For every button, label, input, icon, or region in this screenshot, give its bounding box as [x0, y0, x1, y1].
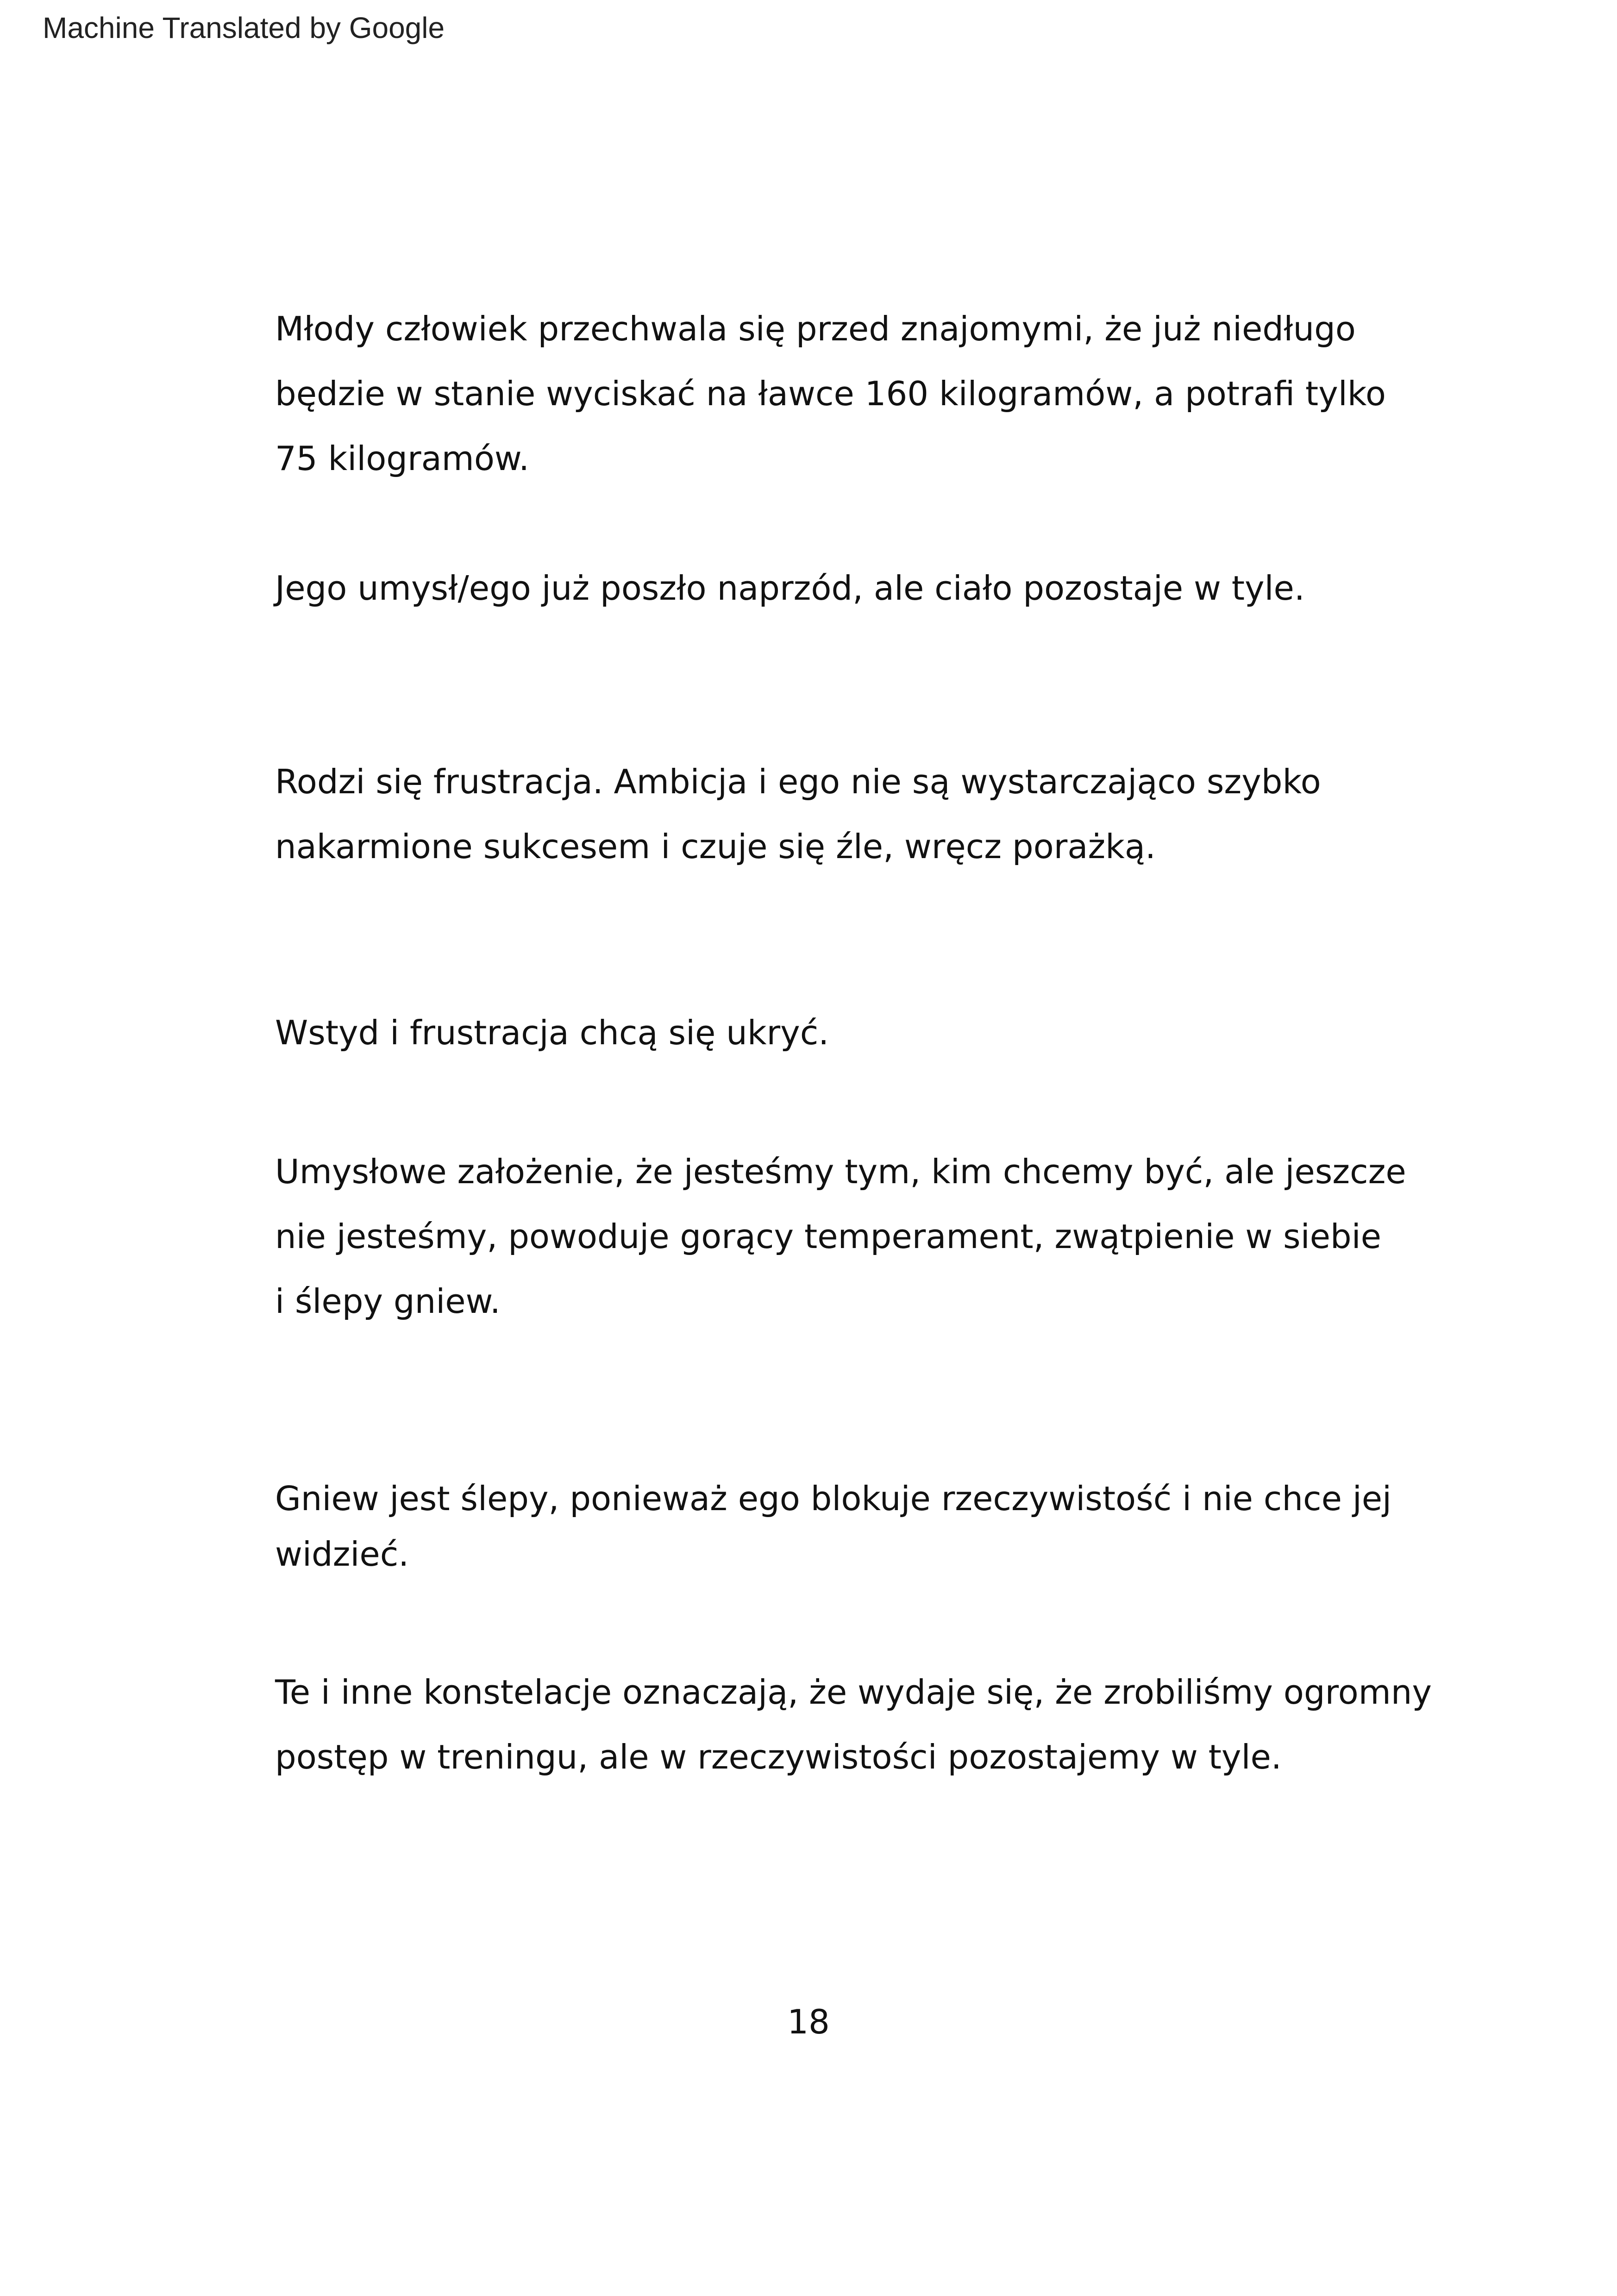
paragraph-3: [275, 749, 1423, 879]
page-number: 18: [787, 2002, 830, 2041]
paragraph-line: 75 kilogramów.: [275, 439, 530, 478]
paragraph-line: Jego umysł/ego już poszło naprzód, ale ciało pozostaje w tyle.: [275, 569, 1305, 608]
paragraph-line: Gniew jest ślepy, ponieważ ego blokuje rzeczywistość i nie chce jej: [275, 1479, 1392, 1518]
paragraph-line: nie jesteśmy, powoduje gorący temperament, zwątpienie w siebie: [275, 1217, 1381, 1256]
paragraph-line: Te i inne konstelacje oznaczają, że wydaje się, że zrobiliśmy ogromny: [275, 1673, 1432, 1712]
paragraph-5: [275, 1139, 1423, 1334]
paragraph-line: widzieć.: [275, 1535, 409, 1574]
paragraph-1: [275, 296, 1423, 491]
paragraph-line: postęp w treningu, ale w rzeczywistości pozostajemy w tyle.: [275, 1738, 1282, 1776]
paragraph-7: [275, 1660, 1432, 1789]
paragraph-6: [275, 1471, 1423, 1582]
paragraph-line: będzie w stanie wyciskać na ławce 160 kilogramów, a potrafi tylko: [275, 374, 1386, 413]
paragraph-line: Młody człowiek przechwala się przed znajomymi, że już niedługo: [275, 309, 1356, 348]
paragraph-2: [275, 556, 1423, 621]
paragraph-line: Umysłowe założenie, że jesteśmy tym, kim chcemy być, ale jeszcze: [275, 1152, 1406, 1191]
paragraph-line: Rodzi się frustracja. Ambicja i ego nie są wystarczająco szybko: [275, 762, 1321, 801]
paragraph-line: i ślepy gniew.: [275, 1282, 501, 1321]
machine-translation-notice: Machine Translated by Google: [43, 11, 445, 44]
paragraph-line: nakarmione sukcesem i czuje się źle, wręcz porażką.: [275, 827, 1156, 866]
paragraph-4: [275, 1000, 1423, 1065]
paragraph-line: Wstyd i frustracja chcą się ukryć.: [275, 1013, 829, 1052]
